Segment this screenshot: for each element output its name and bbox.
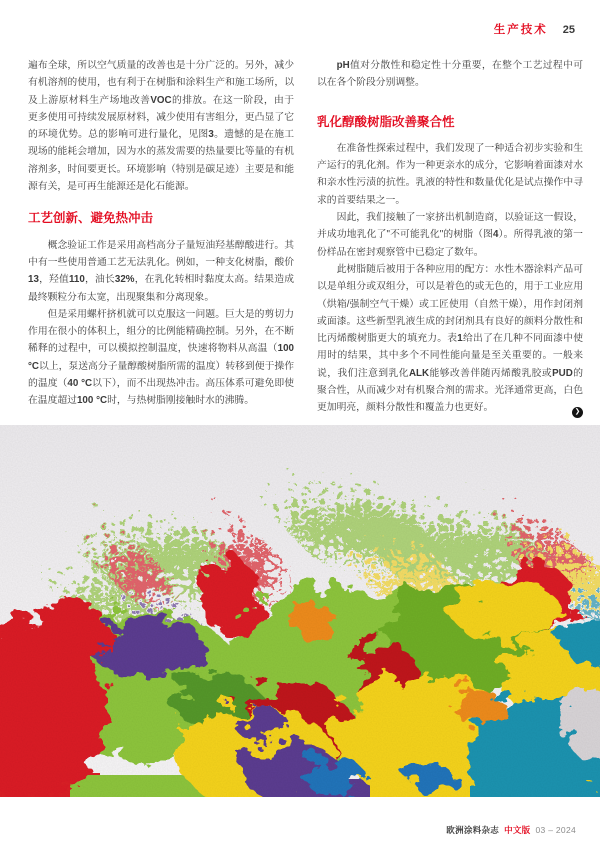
issue-number: 03 – 2024: [535, 825, 576, 835]
powder-photo-graphic: [0, 425, 600, 797]
section-heading-emulsified-alkyd: 乳化醇酸树脂改善聚合性: [317, 114, 455, 129]
left-column: [28, 57, 294, 410]
paragraph: 因此，我们接触了一家挤出机制造商，以验证这一假设，并成功地乳化了"不可能乳化"的树脂（图4）。所得乳液的第一份样品在密封观察管中已稳定了数年。: [317, 212, 583, 258]
right-column: [317, 57, 583, 417]
paragraph: 此树脂随后被用于各种应用的配方：水性木器涂料产品可以是单组分或双组分，可以是着色的或无色的，用于工业应用（烘箱/强制空气干燥）或工匠使用（自然干燥），用作封闭剂或面漆。这些新型乳液生成的封闭剂具有良好的颜料分散性和比丙烯酸树脂更大的填充力。表1给出了在几种不同面漆中使用时的结果，其中多个不同性能向量是至关重要的。一般来说，我们注意到乳化ALK能够改善伴随丙烯酸乳胶或PUD的聚合性，从而减少对有机聚合剂的需求。光泽通常更高，白色更加明亮，颜料分散性和覆盖力也更好。: [317, 263, 584, 414]
journal-name: 欧洲涂料杂志: [446, 825, 500, 835]
page-footer: [446, 824, 576, 836]
paragraph: 但是采用螺杆挤机就可以克服这一问题。巨大是的剪切力作用在很小的体积上，组分的比例能精确控制。另外，在不断稀释的过程中，可以模拟控制温度，快速将物料从高温（100 °C以上，泵送高分子量醇酸树脂所需的温度）转移到便于操作的温度（40 °C以下），而不出现热冲击。高压体系可避免即使在温度超过100 °C时，与热树脂刚接触时水的沸腾。: [28, 308, 295, 407]
paragraph: 在准备性探索过程中，我们发现了一种适合初步实验和生产运行的乳化剂。作为一种更亲水的成分，它影响着面漆对水和亲水性污渍的抗性。乳液的特性和数量优化是试点操作中寻求的首要结果之一。: [317, 142, 583, 206]
pigment-powder-photo: [0, 425, 600, 797]
photo-grain-overlay: [0, 425, 600, 797]
paragraph: pH值对分散性和稳定性十分重要，在整个工艺过程中可以在各个阶段分别调整。: [317, 60, 583, 89]
section-heading-process-innovation: 工艺创新、避免热冲击: [28, 211, 154, 226]
chevron-right-icon: ❯: [572, 407, 583, 418]
page-header: [494, 21, 575, 37]
edition-label: 中文版: [504, 825, 531, 835]
section-label: 生产技术: [493, 24, 548, 36]
paragraph-continuation: 遍布全球，所以空气质量的改善也是十分广泛的。另外，减少有机溶剂的使用，也有利于在树脂和涂料生产和施工场所，以及上游原材料生产场地改善VOC的排放。在这一阶段，由于更多使用可持续发展原材料，减少使用有害组分，更凸显了它的环境优势。总的影响可进行量化，见图3。遗憾的是在施工现场的能耗会增加，因为水的蒸发需要的热量要比等量的有机溶剂多，时间要更长。环境影响（特别是碳足迹）主要是和能源有关，是可再生能源还是化石能源。: [28, 60, 295, 193]
paragraph: 概念验证工作是采用高档高分子量短油羟基醇酸进行。其中有一些使用普通工艺无法乳化。例如，一种支化树脂，酸价13，羟值110，油长32%，在乳化转相时黏度太高。结果造成最终颗粒分布太宽，出现聚集和分离现象。: [28, 239, 295, 303]
page-number: 25: [562, 24, 575, 36]
